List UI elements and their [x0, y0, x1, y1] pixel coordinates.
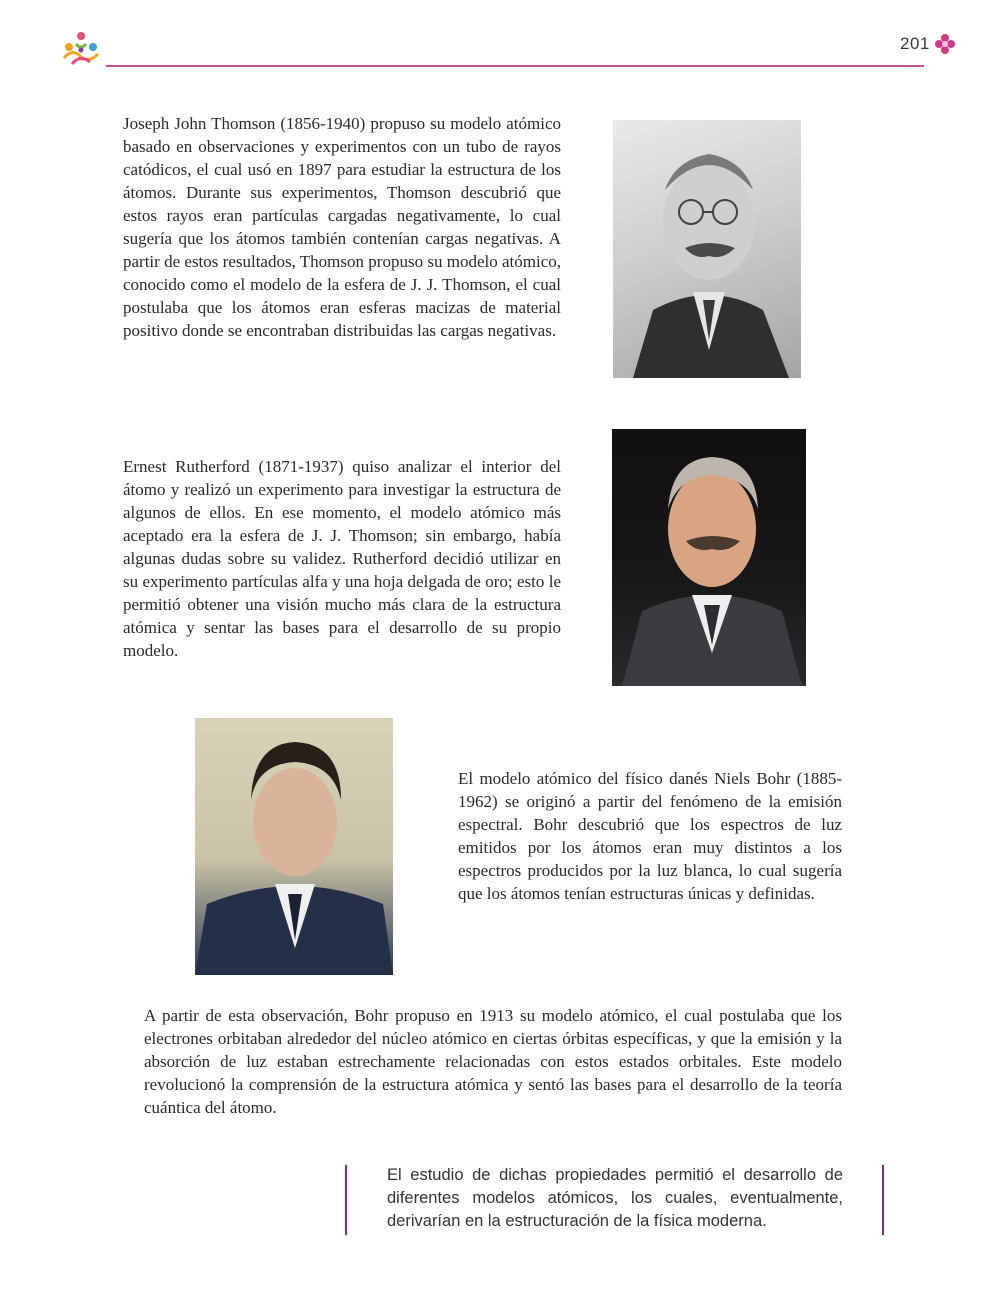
thomson-paragraph: Joseph John Thomson (1856-1940) propuso su modelo atómico basado en observaciones y experimentos con un tubo de rayos catódicos, el cual usó en 1897 para estudiar la estructura de los átomos. Durante sus experimentos, Thomson descubrió que estos rayos eran partículas cargadas negativamente, lo cual sugería que los átomos también contenían cargas negativas. A partir de estos resultados, Thomson propuso su modelo atómico, conocido como el modelo de la esfera de J. J. Thomson, el cual postulaba que los átomos eran esferas macizas de material positivo donde se encontraban distribuidas las cargas negativas.: [123, 114, 561, 340]
rutherford-paragraph: Ernest Rutherford (1871-1937) quiso analizar el interior del átomo y realizó un experimento para investigar la estructura de algunos de ellos. En ese momento, el modelo atómico más aceptado era la esfera de J. J. Thomson; sin embargo, había algunas dudas sobre su validez. Rutherford decidió utilizar en su experimento partículas alfa y una hoja delgada de oro; esto le permitió obtener una visión mucho más clara de la estructura atómica y sentar las bases para el desarrollo de su propio modelo.: [123, 457, 561, 660]
callout-text: El estudio de dichas propiedades permitió el desarrollo de diferentes modelos atómicos, los cuales, eventualmente, derivarían en la estructuración de la física moderna.: [387, 1166, 843, 1230]
header-rule: [106, 65, 924, 67]
callout-right-bar: [882, 1165, 884, 1235]
rutherford-portrait-photo: [612, 429, 806, 686]
pink-flower-icon: [934, 33, 956, 55]
callout-left-bar: [345, 1165, 347, 1235]
bohr-portrait-photo: [195, 718, 393, 975]
thomson-portrait-photo: [613, 120, 801, 378]
colorful-swirl-logo-icon: [58, 28, 104, 70]
page-number: 201: [900, 34, 930, 53]
bohr-paragraph: El modelo atómico del físico danés Niels Bohr (1885-1962) se originó a partir del fenómeno de la emisión espectral. Bohr descubrió que los espectros de luz emitidos por los átomos eran muy distintos a los espectros producidos por la luz blanca, lo cual sugería que los átomos tenían estructuras únicas y definidas.: [458, 769, 842, 903]
bohr-model-paragraph: A partir de esta observación, Bohr propuso en 1913 su modelo atómico, el cual postulaba que los electrones orbitaban alrededor del núcleo atómico en ciertas órbitas específicas, y que la emisión y la absorción de luz estaban estrechamente relacionadas con estos estados orbitales. Este modelo revolucionó la comprensión de la estructura atómica y sentó las bases para el desarrollo de la teoría cuántica del átomo.: [144, 1006, 842, 1117]
